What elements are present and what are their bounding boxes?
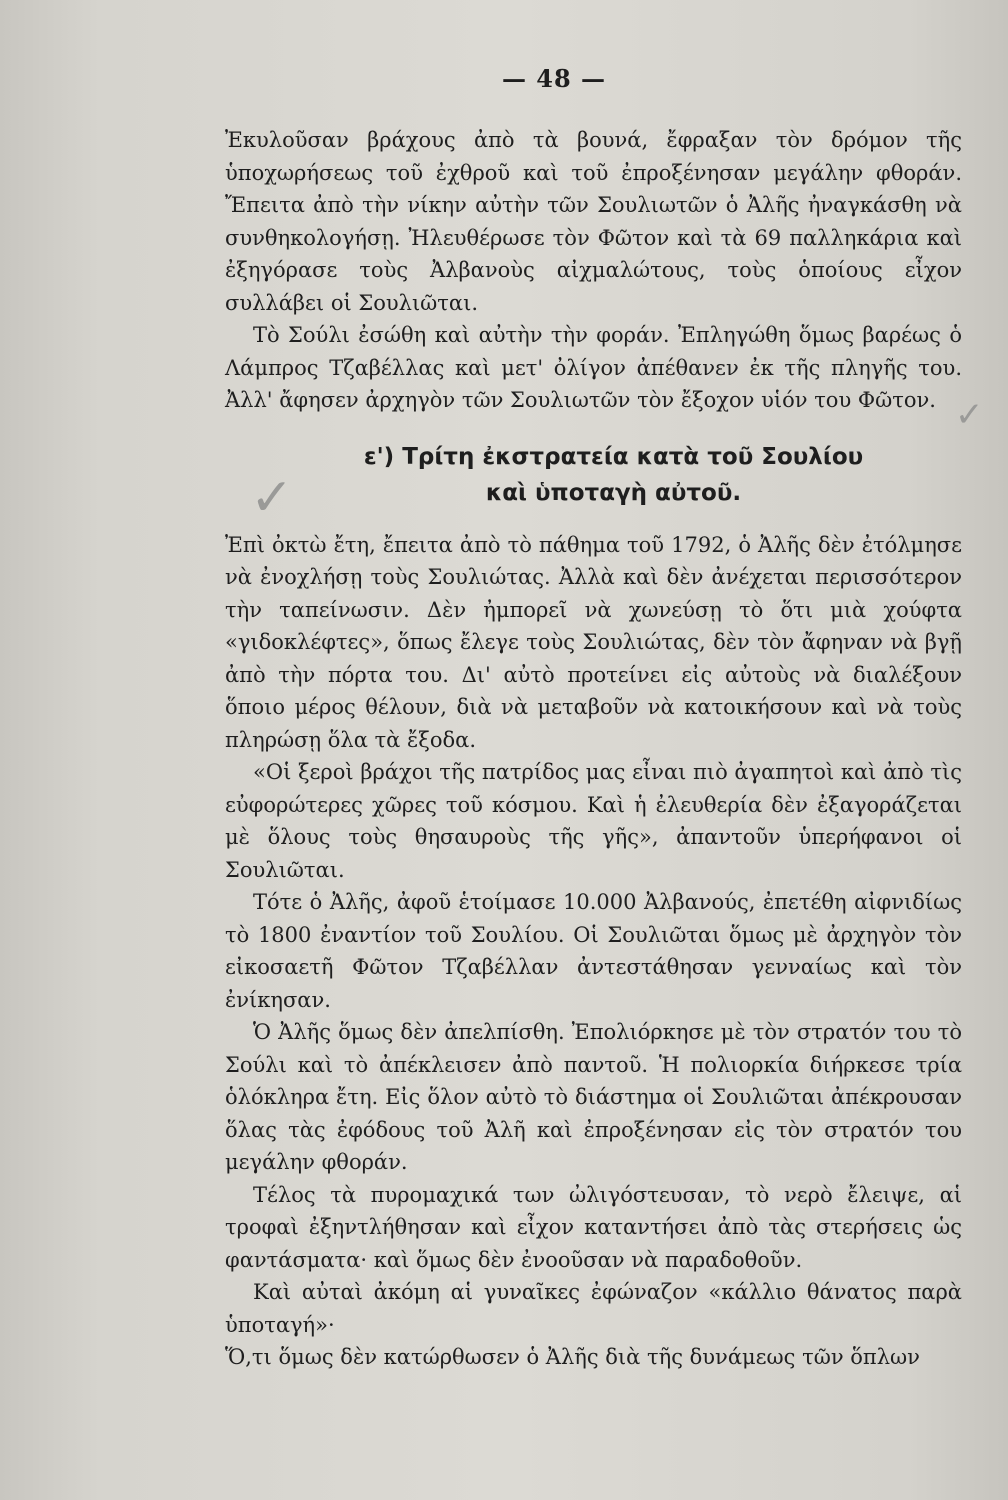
section-heading-line: ε') Τρίτη ἐκστρατεία κατὰ τοῦ Σουλίου <box>363 443 864 470</box>
margin-check-mark-icon: ✓ <box>955 395 984 435</box>
body-text <box>225 124 962 1374</box>
paragraph: «Οἱ ξεροὶ βράχοι τῆς πατρίδος μας εἶναι πιὸ ἀγαπητοὶ καὶ ἀπὸ τὶς εὐφορώτερες χῶρες τοῦ κόσμου. Καὶ ἡ ἐλευθερία δὲν ἐξαγοράζεται μὲ ὅλους τοὺς θησαυροὺς τῆς γῆς», ἀπαντοῦν ὑπερήφανοι οἱ Σουλιῶται. <box>225 760 962 882</box>
paragraph: Τότε ὁ Ἀλῆς, ἀφοῦ ἑτοίμασε 10.000 Ἀλβανούς, ἐπετέθη αἰφνιδίως τὸ 1800 ἐναντίον τοῦ Σουλίου. Οἱ Σουλιῶται ὅμως μὲ ἀρχηγὸν τὸν εἰκοσαετῆ Φῶτον Τζαβέλλαν ἀντεστάθησαν γενναίως καὶ τὸν ἐνίκησαν. <box>225 890 962 1012</box>
heading-check-mark-icon: ✓ <box>250 468 294 528</box>
paragraph: Ὅ,τι ὅμως δὲν κατώρθωσεν ὁ Ἀλῆς διὰ τῆς δυνάμεως τῶν ὅπλων <box>225 1345 920 1369</box>
paragraph: Ἐπὶ ὀκτὼ ἔτη, ἔπειτα ἀπὸ τὸ πάθημα τοῦ 1792, ὁ Ἀλῆς δὲν ἐτόλμησε νὰ ἐνοχλήσῃ τοὺς Σουλιώτας. Ἀλλὰ καὶ δὲν ἀνέχεται περισσότερον τὴν ταπείνωσιν. Δὲν ἠμπορεῖ νὰ χωνεύσῃ τὸ ὅτι μιὰ χούφτα «γιδοκλέφτες», ὅπως ἔλεγε τοὺς Σουλιώτας, δὲν τὸν ἄφηναν νὰ βγῇ ἀπὸ τὴν πόρτα του. Δι' αὐτὸ προτείνει εἰς αὐτοὺς νὰ διαλέξουν ὅποιο μέρος θέλουν, διὰ νὰ μεταβοῦν νὰ κατοικήσουν καὶ νὰ τοὺς πληρώσῃ ὅλα τὰ ἔξοδα. <box>225 532 962 752</box>
paragraph: Τέλος τὰ πυρομαχικά των ὠλιγόστευσαν, τὸ νερὸ ἔλειψε, αἱ τροφαὶ ἐξηντλήθησαν καὶ εἶχον καταντήσει ἀπὸ τὰς στερήσεις ὡς φαντάσματα· καὶ ὅμως δὲν ἐνοοῦσαν νὰ παραδοθοῦν. <box>225 1182 962 1272</box>
section-heading-line: καὶ ὑποταγὴ αὐτοῦ. <box>485 479 742 506</box>
paragraph: Καὶ αὐταὶ ἀκόμη αἱ γυναῖκες ἐφώναζον «κάλλιο θάνατος παρὰ ὑποταγή»· <box>225 1280 962 1337</box>
page-number: — 48 — <box>501 64 607 93</box>
section-heading <box>265 439 962 511</box>
paragraph: Τὸ Σούλι ἐσώθη καὶ αὐτὴν τὴν φοράν. Ἐπληγώθη ὅμως βαρέως ὁ Λάμπρος Τζαβέλλας καὶ μετ' ὀλίγον ἀπέθανεν ἐκ τῆς πληγῆς του. Ἀλλ' ἄφησεν ἀρχηγὸν τῶν Σουλιωτῶν τὸν ἔξοχον υἱόν του Φῶτον. <box>225 323 962 412</box>
paragraph: Ἐκυλοῦσαν βράχους ἀπὸ τὰ βουνά, ἔφραξαν τὸν δρόμον τῆς ὑποχωρήσεως τοῦ ἐχθροῦ καὶ τοῦ ἐπροξένησαν μεγάλην φθοράν. Ἔπειτα ἀπὸ τὴν νίκην αὐτὴν τῶν Σουλιωτῶν ὁ Ἀλῆς ἠναγκάσθη νὰ συνθηκολογήσῃ. Ἠλευθέρωσε τὸν Φῶτον καὶ τὰ 69 παλληκάρια καὶ ἐξηγόρασε τοὺς Ἀλβανοὺς αἰχμαλώτους, τοὺς ὁποίους εἶχον συλλάβει οἱ Σουλιῶται. <box>225 128 962 315</box>
paragraph: Ὁ Ἀλῆς ὅμως δὲν ἀπελπίσθη. Ἐπολιόρκησε μὲ τὸν στρατόν του τὸ Σούλι καὶ τὸ ἀπέκλεισεν ἀπὸ παντοῦ. Ἡ πολιορκία διήρκεσε τρία ὁλόκληρα ἔτη. Εἰς ὅλον αὐτὸ τὸ διάστημα οἱ Σουλιῶται ἀπέκρουσαν ὅλας τὰς ἐφόδους τοῦ Ἀλῆ καὶ ἐπροξένησαν εἰς τὸν στρατόν του μεγάλην φθοράν. <box>225 1020 962 1174</box>
